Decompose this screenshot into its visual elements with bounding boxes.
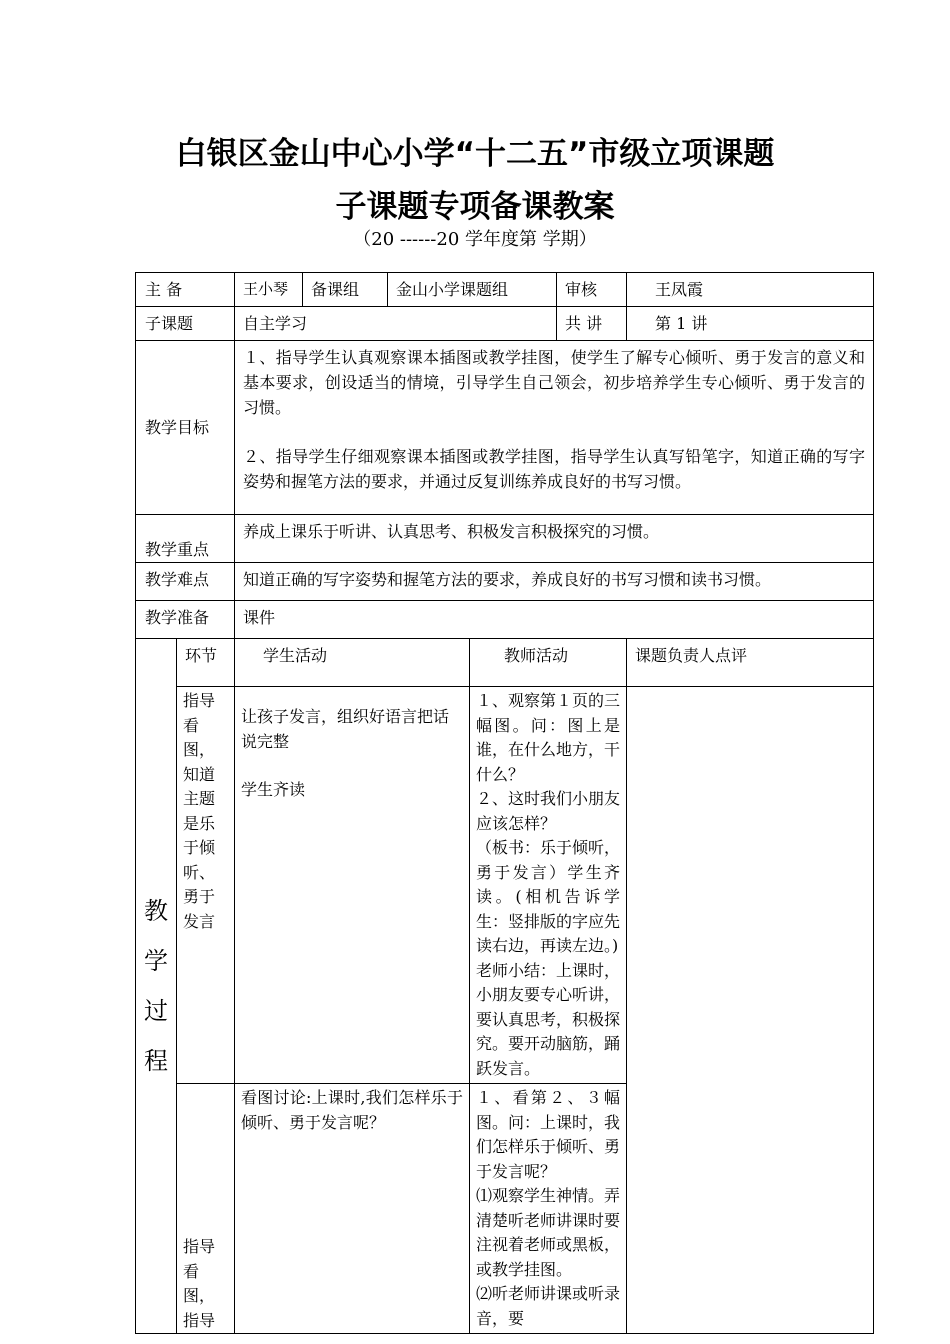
subtopic-value: 自主学习 [235,307,557,341]
goals-row [136,341,874,515]
stage-line: 于倾 [183,838,216,857]
teacher-activity-text: 老师小结：上课时，小朋友要专心听讲，要认真思考，积极探究。要开动脑筋，踊跃发言。 [476,960,621,1078]
teacher-activity-text: （板书：乐于倾听，勇于发言）学生齐读。(相机告诉学生：竖排版的字应先读右边，再读左边。) [476,838,621,955]
stage-line: 图， [183,740,216,759]
difficulty-value: 知道正确的写字姿势和握笔方法的要求，养成良好的书写习惯和读书习惯。 [235,563,874,601]
student-activity-cell-1 [235,687,470,1084]
prep-row [136,601,874,639]
school-year-line: （20 ------20 学年度第 学期） [353,229,597,250]
stage-line: 指导 [183,691,216,710]
stage-line: 发言 [183,911,216,931]
group-label: 备课组 [303,273,388,307]
stage-line: 知道 [183,764,216,784]
process-char: 程 [144,1047,168,1075]
teacher-activity-text: ２、这时我们小朋友应该怎样？ [476,789,621,833]
goals-label: 教学目标 [136,341,235,515]
review-header: 课题负责人点评 [627,639,874,687]
lead-label: 主 备 [136,273,235,307]
teacher-activity-text: ⑴观察学生神情。弄清楚听老师讲课时要注视着老师或黑板，或教学挂图。 [476,1186,621,1279]
key-point-label: 教学重点 [136,515,235,563]
process-char: 教 [144,897,168,925]
stage-cell-1 [177,687,235,1084]
stage-line: 听、 [183,862,216,882]
difficulty-row [136,563,874,601]
key-point-row [136,515,874,563]
stage-line: 看 [183,715,200,735]
goals-content [235,341,874,515]
prep-label: 教学准备 [136,601,235,639]
key-point-value: 养成上课乐于听讲、认真思考、积极发言积极探究的习惯。 [235,515,874,563]
stage-line: 指导 [183,1237,216,1256]
goal-item-2: ２、指导学生仔细观察课本插图或教学挂图，指导学生认真写铅笔字，知道正确的写字姿势和握笔方法的要求，并通过反复训练养成良好的书写习惯。 [243,447,866,491]
teacher-activity-text: １、观察第１页的三幅图。问：图上是谁，在什么地方，干什么？ [476,691,621,784]
stage-line: 勇于 [183,887,216,906]
lecture-value: 第 1 讲 [627,307,874,341]
process-header-row [136,639,874,687]
teacher-activity-text: ⑵听老师讲课或听录音，要 [476,1284,621,1328]
lead-value: 王小琴 [235,273,303,307]
review-value: 王凤霞 [627,273,874,307]
student-activity-text: 让孩子发言，组织好语言把话说完整 [241,707,450,751]
review-cell [627,687,874,1334]
info-row-1 [136,273,874,307]
lesson-plan-table [135,272,874,1334]
document-title: 白银区金山中心小学“十二五”市级立项课题 [175,136,775,172]
lecture-label: 共 讲 [557,307,627,341]
process-label [136,639,177,1334]
stage-line: 图， [183,1286,216,1305]
teacher-header: 教师活动 [470,639,627,687]
stage-header: 环节 [177,639,235,687]
document-subtitle: 子课题专项备课教案 [335,189,615,225]
student-header: 学生活动 [235,639,470,687]
process-char: 学 [144,947,168,975]
teacher-activity-text: １、看第２、３幅图。问：上课时，我们怎样乐于倾听、勇于发言呢？ [476,1088,621,1181]
teacher-activity-cell-2 [470,1084,627,1334]
stage-cell-2 [177,1084,235,1334]
stage-line: 看 [183,1261,200,1281]
info-row-2 [136,307,874,341]
difficulty-label: 教学难点 [136,563,235,601]
goal-item-1: １、指导学生认真观察课本插图或教学挂图，使学生了解专心倾听、勇于发言的意义和基本要求，创设适当的情境，引导学生自己领会，初步培养学生专心倾听、勇于发言的习惯。 [243,348,866,417]
teacher-activity-cell-1 [470,687,627,1084]
process-row-1 [136,687,874,1084]
student-activity-text: 学生齐读 [241,780,306,799]
stage-line: 是乐 [183,813,216,833]
review-label: 审核 [557,273,627,307]
student-activity-cell-2: 看图讨论:上课时,我们怎样乐于倾听、勇于发言呢？ [235,1084,470,1334]
stage-line: 指导 [183,1310,216,1330]
group-value: 金山小学课题组 [388,273,557,307]
process-char: 过 [144,997,168,1025]
prep-value: 课件 [235,601,874,639]
subtopic-label: 子课题 [136,307,235,341]
stage-line: 主题 [183,789,216,808]
